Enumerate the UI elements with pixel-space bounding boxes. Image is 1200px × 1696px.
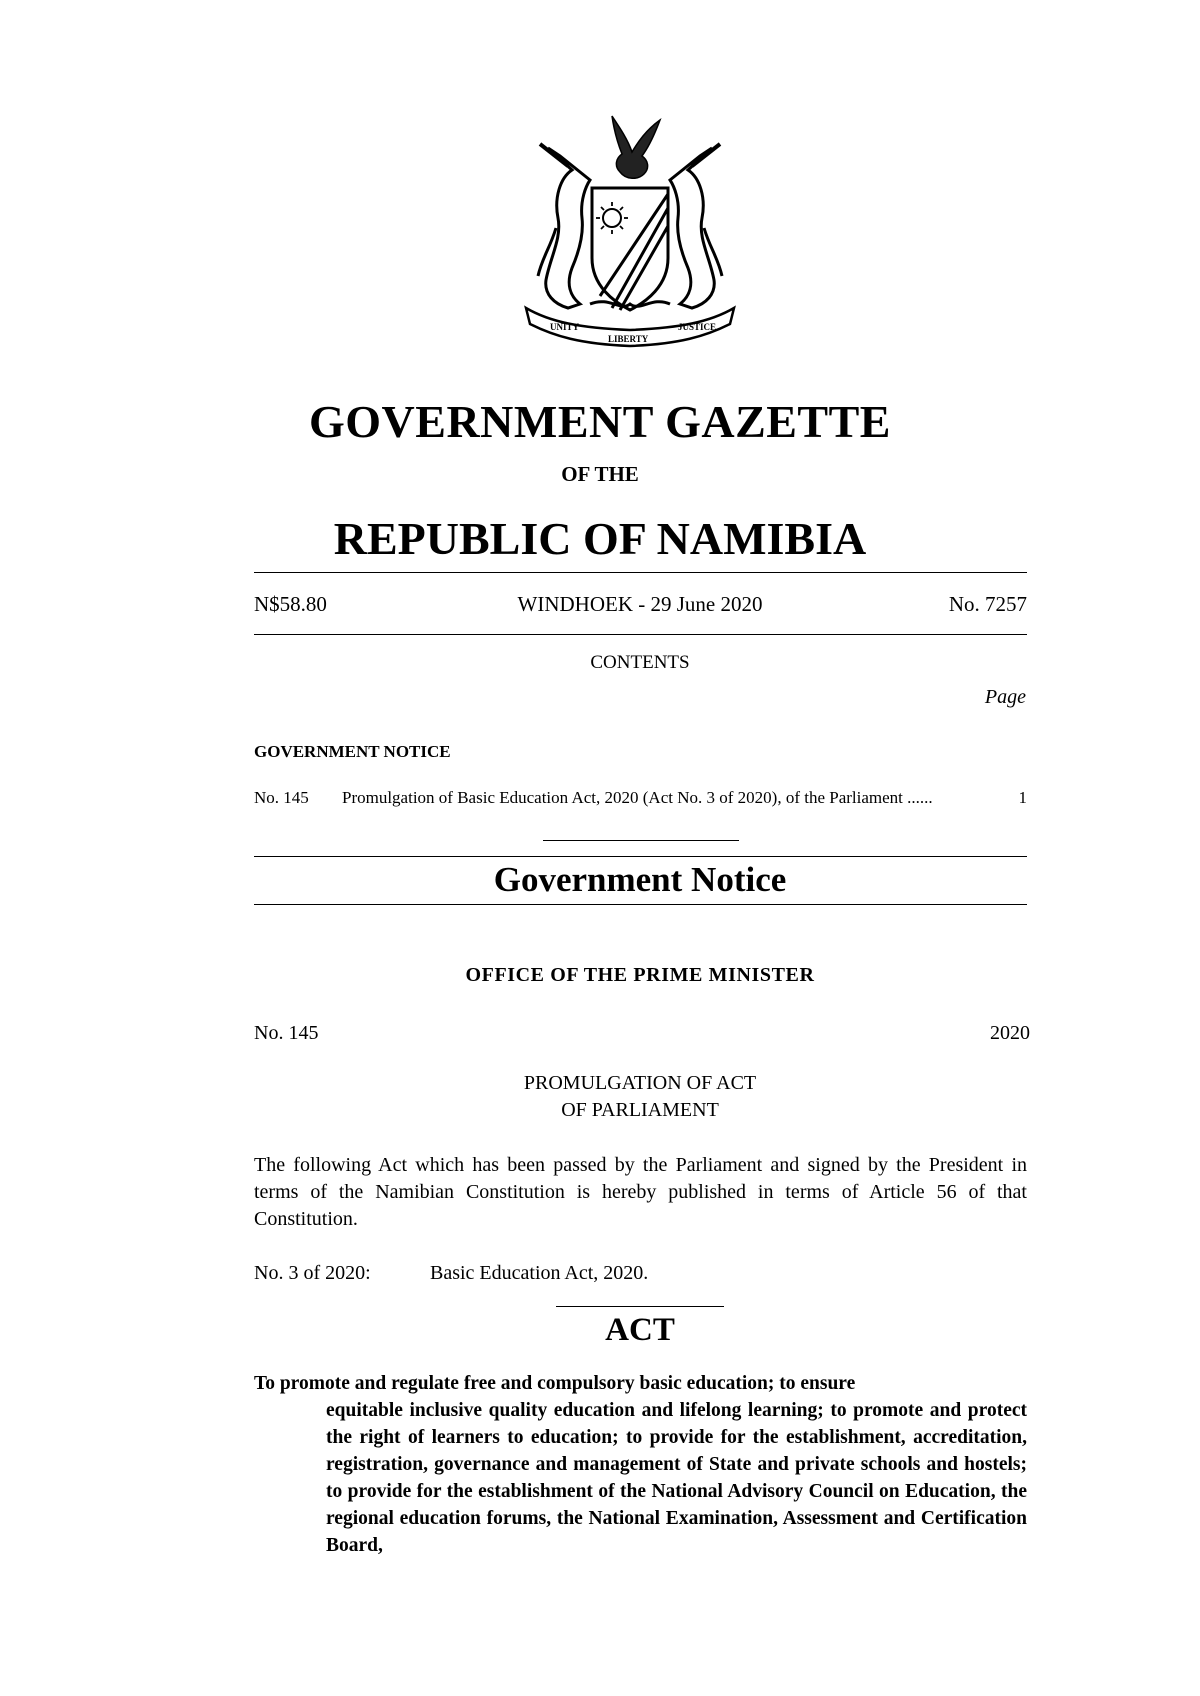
contents-entry-dots: ...... [907,788,933,807]
act-long-title-rest: equitable inclusive quality education and lifelong learning; to promote and protect the right of learners to education; to provide for the establishment, accreditation, registration, governance and management of State and private schools and hostels; to provide for the establishment of the National Advisory Council on Education, the regional education forums, the National Examination, Assessment and Certification Board, [326,1400,1027,1556]
promulgation-line-2: OF PARLIAMENT [561,1099,719,1121]
gazette-place-date: WINDHOEK - 29 June 2020 [517,592,763,616]
contents-page-label: Page [984,686,1026,708]
gazette-of-the: OF THE [561,462,639,486]
act-heading: ACT [605,1312,675,1348]
contents-entry-title: Promulgation of Basic Education Act, 2020 (Act No. 3 of 2020), of the Parliament [342,788,903,807]
motto-liberty: LIBERTY [608,334,649,344]
coat-of-arms-icon [520,108,740,358]
coat-of-arms-graphic [520,108,740,358]
notice-paragraph: The following Act which has been passed by the Parliament and signed by the President in terms of the Namibian Constitution is hereby published in terms of Article 56 of that Constitution. [254,1154,1027,1230]
notice-number: No. 145 [254,1022,319,1044]
promulgation-line-1: PROMULGATION OF ACT [523,1072,757,1094]
act-long-title-first: To promote and regulate free and compulsory basic education; to ensure [254,1373,856,1394]
contents-entry-no: No. 145 [254,788,309,807]
notice-year: 2020 [990,1022,1030,1044]
motto-justice: JUSTICE [678,322,717,332]
header-rule-top [254,572,1027,573]
motto-unity: UNITY [550,322,580,332]
gazette-price: N$58.80 [254,592,327,616]
notice-office: OFFICE OF THE PRIME MINISTER [465,964,815,986]
act-long-title [254,1370,1027,1559]
gazette-title: GOVERNMENT GAZETTE [309,396,891,447]
act-divider [556,1306,724,1307]
contents-entry-text [342,788,942,808]
notice-rule-top [254,856,1027,857]
gazette-republic: REPUBLIC OF NAMIBIA [333,513,867,564]
act-name: Basic Education Act, 2020. [430,1262,649,1284]
gazette-number: No. 7257 [948,592,1027,616]
contents-entry-page: 1 [1018,788,1027,807]
header-rule-bottom [254,634,1027,635]
contents-section: GOVERNMENT NOTICE [254,742,451,761]
notice-title: Government Notice [493,860,787,899]
short-divider [543,840,739,841]
act-number: No. 3 of 2020: [254,1262,371,1284]
contents-heading: CONTENTS [590,652,690,673]
notice-rule-bottom [254,904,1027,905]
